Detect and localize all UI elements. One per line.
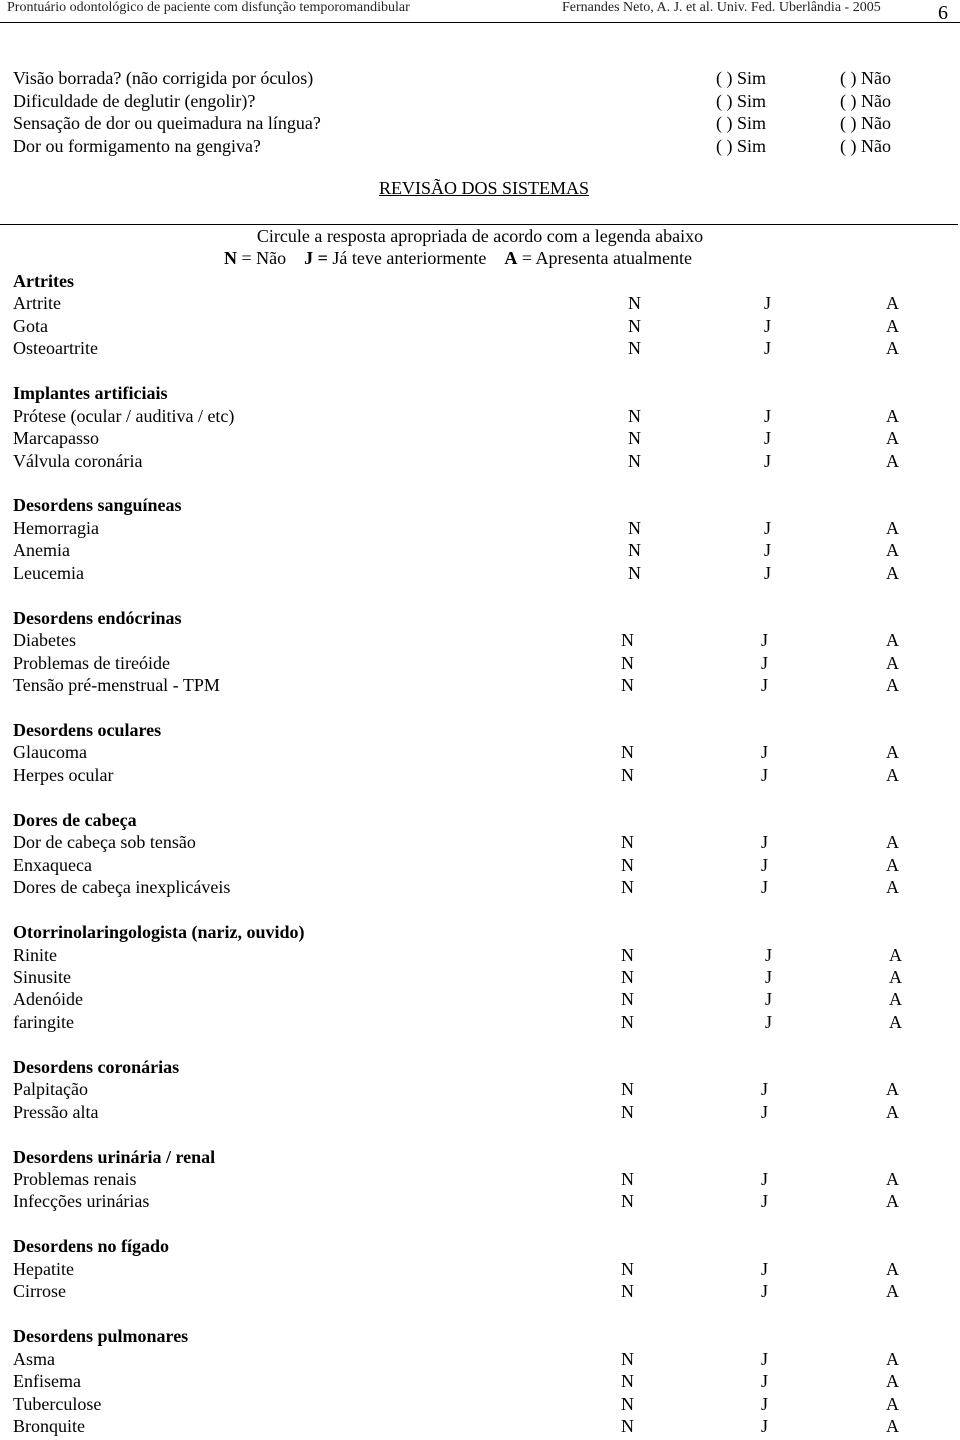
group-title: Otorrinolaringologista (nariz, ouvido) bbox=[13, 922, 305, 942]
condition-label: Leucemia bbox=[13, 563, 84, 583]
option-n[interactable]: N bbox=[628, 428, 641, 448]
option-j[interactable]: J bbox=[761, 855, 769, 875]
section-divider bbox=[0, 224, 958, 225]
group-title: Desordens pulmonares bbox=[13, 1326, 189, 1346]
option-a[interactable]: A bbox=[886, 765, 899, 785]
legend-a-key: A bbox=[504, 248, 518, 268]
answer-no-option[interactable]: ( ) Não bbox=[840, 136, 891, 156]
condition-row bbox=[0, 1281, 960, 1303]
option-a[interactable]: A bbox=[886, 1259, 899, 1279]
condition-row bbox=[0, 338, 960, 360]
condition-label: Gota bbox=[13, 316, 48, 336]
option-j[interactable]: J bbox=[764, 428, 772, 448]
option-n[interactable]: N bbox=[628, 338, 641, 358]
option-n[interactable]: N bbox=[621, 1169, 634, 1189]
option-j[interactable]: J bbox=[761, 742, 769, 762]
symptom-question: Visão borrada? (não corrigida por óculos) bbox=[13, 68, 314, 88]
condition-label: Pressão alta bbox=[13, 1102, 99, 1122]
header-divider bbox=[0, 22, 960, 23]
option-j[interactable]: J bbox=[761, 832, 769, 852]
option-n[interactable]: N bbox=[621, 1102, 634, 1122]
answer-no-option[interactable]: ( ) Não bbox=[840, 68, 891, 88]
condition-label: Palpitação bbox=[13, 1079, 88, 1099]
condition-row bbox=[0, 765, 960, 787]
condition-label: Enfisema bbox=[13, 1371, 81, 1391]
symptom-row bbox=[0, 91, 960, 113]
option-j[interactable]: J bbox=[761, 877, 769, 897]
group-title: Dores de cabeça bbox=[13, 810, 137, 830]
option-a[interactable]: A bbox=[886, 1394, 899, 1414]
option-a[interactable]: A bbox=[886, 742, 899, 762]
condition-label: Tensão pré-menstrual - TPM bbox=[13, 675, 220, 695]
group-title: Desordens urinária / renal bbox=[13, 1147, 216, 1167]
condition-label: faringite bbox=[13, 1012, 74, 1032]
option-n[interactable]: N bbox=[628, 316, 641, 336]
condition-row bbox=[0, 1102, 960, 1124]
option-n[interactable]: N bbox=[628, 451, 641, 471]
option-n[interactable]: N bbox=[621, 1394, 634, 1414]
option-a[interactable]: A bbox=[886, 877, 899, 897]
option-a[interactable]: A bbox=[886, 1281, 899, 1301]
condition-label: Problemas renais bbox=[13, 1169, 137, 1189]
condition-label: Cirrose bbox=[13, 1281, 66, 1301]
option-a[interactable]: A bbox=[886, 428, 899, 448]
condition-label: Hemorragia bbox=[13, 518, 99, 538]
option-n[interactable]: N bbox=[621, 653, 634, 673]
option-n[interactable]: N bbox=[621, 855, 634, 875]
condition-row bbox=[0, 518, 960, 540]
group-title: Desordens coronárias bbox=[13, 1057, 180, 1077]
condition-row bbox=[0, 945, 960, 967]
condition-label: Asma bbox=[13, 1349, 55, 1369]
option-a[interactable]: A bbox=[886, 451, 899, 471]
symptom-question: Sensação de dor ou queimadura na língua? bbox=[13, 113, 321, 133]
option-n[interactable]: N bbox=[621, 1416, 634, 1436]
option-a[interactable]: A bbox=[886, 406, 899, 426]
option-n[interactable]: N bbox=[621, 1371, 634, 1391]
condition-row bbox=[0, 451, 960, 473]
answer-yes-option[interactable]: ( ) Sim bbox=[716, 68, 767, 88]
condition-label: Diabetes bbox=[13, 630, 76, 650]
option-j[interactable]: J bbox=[761, 1169, 769, 1189]
option-j[interactable]: J bbox=[764, 338, 772, 358]
condition-label: Prótese (ocular / auditiva / etc) bbox=[13, 406, 235, 426]
option-n[interactable]: N bbox=[628, 518, 641, 538]
option-a[interactable]: A bbox=[886, 316, 899, 336]
option-a[interactable]: A bbox=[886, 540, 899, 560]
answer-yes-option[interactable]: ( ) Sim bbox=[716, 113, 767, 133]
condition-row bbox=[0, 1349, 960, 1371]
condition-row bbox=[0, 563, 960, 585]
condition-row bbox=[0, 316, 960, 338]
condition-row bbox=[0, 406, 960, 428]
condition-label: Adenóide bbox=[13, 989, 83, 1009]
option-n[interactable]: N bbox=[621, 1281, 634, 1301]
symptom-row bbox=[0, 136, 960, 158]
option-a[interactable]: A bbox=[886, 855, 899, 875]
condition-row bbox=[0, 1371, 960, 1393]
option-n[interactable]: N bbox=[621, 877, 634, 897]
condition-label: Problemas de tireóide bbox=[13, 653, 170, 673]
option-j[interactable]: J bbox=[764, 451, 772, 471]
option-n[interactable]: N bbox=[628, 406, 641, 426]
option-j[interactable]: J bbox=[765, 967, 773, 987]
option-a[interactable]: A bbox=[889, 945, 902, 965]
condition-row bbox=[0, 675, 960, 697]
option-j[interactable]: J bbox=[761, 765, 769, 785]
symptom-question: Dor ou formigamento na gengiva? bbox=[13, 136, 261, 156]
option-j[interactable]: J bbox=[761, 1394, 769, 1414]
option-j[interactable]: J bbox=[761, 653, 769, 673]
option-n[interactable]: N bbox=[621, 967, 634, 987]
option-j[interactable]: J bbox=[764, 563, 772, 583]
symptom-row bbox=[0, 68, 960, 90]
legend-j-key: J = bbox=[304, 248, 328, 268]
option-n[interactable]: N bbox=[621, 675, 634, 695]
option-a[interactable]: A bbox=[886, 518, 899, 538]
section-title-text: REVISÃO DOS SISTEMAS bbox=[378, 178, 590, 198]
answer-yes-option[interactable]: ( ) Sim bbox=[716, 136, 767, 156]
page-number: 6 bbox=[938, 2, 948, 24]
option-j[interactable]: J bbox=[761, 630, 769, 650]
instruction-text: Circule a resposta apropriada de acordo com a legenda abaixo bbox=[256, 226, 704, 246]
condition-row bbox=[0, 1191, 960, 1213]
condition-row bbox=[0, 540, 960, 562]
option-a[interactable]: A bbox=[886, 1416, 899, 1436]
condition-row bbox=[0, 653, 960, 675]
condition-label: Artrite bbox=[13, 293, 61, 313]
option-a[interactable]: A bbox=[886, 1169, 899, 1189]
condition-label: Enxaqueca bbox=[13, 855, 92, 875]
option-a[interactable]: A bbox=[889, 1012, 902, 1032]
answer-yes-option[interactable]: ( ) Sim bbox=[716, 91, 767, 111]
condition-row bbox=[0, 1012, 960, 1034]
condition-label: Anemia bbox=[13, 540, 70, 560]
option-a[interactable]: A bbox=[886, 293, 899, 313]
option-j[interactable]: J bbox=[764, 540, 772, 560]
condition-label: Infecções urinárias bbox=[13, 1191, 150, 1211]
group-title: Desordens no fígado bbox=[13, 1236, 170, 1256]
condition-row bbox=[0, 293, 960, 315]
option-n[interactable]: N bbox=[621, 1079, 634, 1099]
header-title: Prontuário odontológico de paciente com disfunção temporomandibular bbox=[7, 0, 410, 15]
condition-row bbox=[0, 1079, 960, 1101]
option-n[interactable]: N bbox=[621, 832, 634, 852]
option-j[interactable]: J bbox=[761, 1079, 769, 1099]
option-n[interactable]: N bbox=[621, 1012, 634, 1032]
running-header bbox=[0, 0, 960, 24]
option-j[interactable]: J bbox=[761, 1416, 769, 1436]
condition-row bbox=[0, 428, 960, 450]
condition-row bbox=[0, 630, 960, 652]
option-j[interactable]: J bbox=[765, 1012, 773, 1032]
condition-label: Dor de cabeça sob tensão bbox=[13, 832, 196, 852]
condition-row bbox=[0, 855, 960, 877]
condition-label: Glaucoma bbox=[13, 742, 87, 762]
option-a[interactable]: A bbox=[886, 630, 899, 650]
option-a[interactable]: A bbox=[886, 653, 899, 673]
condition-row bbox=[0, 1394, 960, 1416]
legend-n-text: = Não bbox=[237, 248, 287, 268]
option-a[interactable]: A bbox=[889, 989, 902, 1009]
option-n[interactable]: N bbox=[628, 563, 641, 583]
option-j[interactable]: J bbox=[761, 1259, 769, 1279]
option-n[interactable]: N bbox=[621, 1191, 634, 1211]
option-j[interactable]: J bbox=[761, 1371, 769, 1391]
option-a[interactable]: A bbox=[886, 832, 899, 852]
condition-row bbox=[0, 742, 960, 764]
option-n[interactable]: N bbox=[628, 540, 641, 560]
condition-row bbox=[0, 1259, 960, 1281]
condition-label: Osteoartrite bbox=[13, 338, 98, 358]
option-n[interactable]: N bbox=[628, 293, 641, 313]
option-n[interactable]: N bbox=[621, 945, 634, 965]
option-n[interactable]: N bbox=[621, 630, 634, 650]
legend-j-text: Já teve anteriormente bbox=[327, 248, 487, 268]
option-j[interactable]: J bbox=[761, 1102, 769, 1122]
option-a[interactable]: A bbox=[886, 675, 899, 695]
option-j[interactable]: J bbox=[764, 293, 772, 313]
group-title: Desordens endócrinas bbox=[13, 608, 182, 628]
option-j[interactable]: J bbox=[761, 675, 769, 695]
symptom-row bbox=[0, 113, 960, 135]
option-n[interactable]: N bbox=[621, 989, 634, 1009]
header-citation: Fernandes Neto, A. J. et al. Univ. Fed. Uberlândia - 2005 bbox=[562, 0, 881, 15]
option-n[interactable]: N bbox=[621, 765, 634, 785]
condition-row bbox=[0, 1416, 960, 1438]
option-n[interactable]: N bbox=[621, 1349, 634, 1369]
option-a[interactable]: A bbox=[886, 1102, 899, 1122]
condition-label: Sinusite bbox=[13, 967, 72, 987]
group-title: Implantes artificiais bbox=[13, 383, 168, 403]
condition-row bbox=[0, 832, 960, 854]
condition-label: Válvula coronária bbox=[13, 451, 143, 471]
condition-row bbox=[0, 967, 960, 989]
group-title: Desordens sanguíneas bbox=[13, 495, 182, 515]
option-j[interactable]: J bbox=[761, 1349, 769, 1369]
option-j[interactable]: J bbox=[761, 1191, 769, 1211]
option-n[interactable]: N bbox=[621, 742, 634, 762]
condition-row bbox=[0, 1169, 960, 1191]
answer-no-option[interactable]: ( ) Não bbox=[840, 91, 891, 111]
option-a[interactable]: A bbox=[886, 338, 899, 358]
condition-label: Herpes ocular bbox=[13, 765, 114, 785]
option-j[interactable]: J bbox=[761, 1281, 769, 1301]
condition-label: Rinite bbox=[13, 945, 57, 965]
option-n[interactable]: N bbox=[621, 1259, 634, 1279]
option-a[interactable]: A bbox=[886, 1349, 899, 1369]
option-j[interactable]: J bbox=[764, 518, 772, 538]
condition-row bbox=[0, 989, 960, 1011]
condition-label: Marcapasso bbox=[13, 428, 99, 448]
group-title: Desordens oculares bbox=[13, 720, 162, 740]
condition-label: Hepatite bbox=[13, 1259, 74, 1279]
answer-no-option[interactable]: ( ) Não bbox=[840, 113, 891, 133]
option-j[interactable]: J bbox=[765, 989, 773, 1009]
option-j[interactable]: J bbox=[764, 316, 772, 336]
section-title bbox=[0, 178, 960, 199]
condition-label: Dores de cabeça inexplicáveis bbox=[13, 877, 231, 897]
condition-row bbox=[0, 877, 960, 899]
option-a[interactable]: A bbox=[886, 1191, 899, 1211]
option-j[interactable]: J bbox=[765, 945, 773, 965]
option-a[interactable]: A bbox=[886, 1079, 899, 1099]
option-a[interactable]: A bbox=[886, 563, 899, 583]
group-title: Artrites bbox=[13, 271, 74, 291]
symptom-question: Dificuldade de deglutir (engolir)? bbox=[13, 91, 256, 111]
condition-label: Tuberculose bbox=[13, 1394, 102, 1414]
legend-n-key: N bbox=[224, 248, 237, 268]
option-a[interactable]: A bbox=[886, 1371, 899, 1391]
condition-label: Bronquite bbox=[13, 1416, 85, 1436]
option-j[interactable]: J bbox=[764, 406, 772, 426]
option-a[interactable]: A bbox=[889, 967, 902, 987]
answer-legend bbox=[224, 248, 692, 269]
legend-a-text: = Apresenta atualmente bbox=[517, 248, 692, 268]
